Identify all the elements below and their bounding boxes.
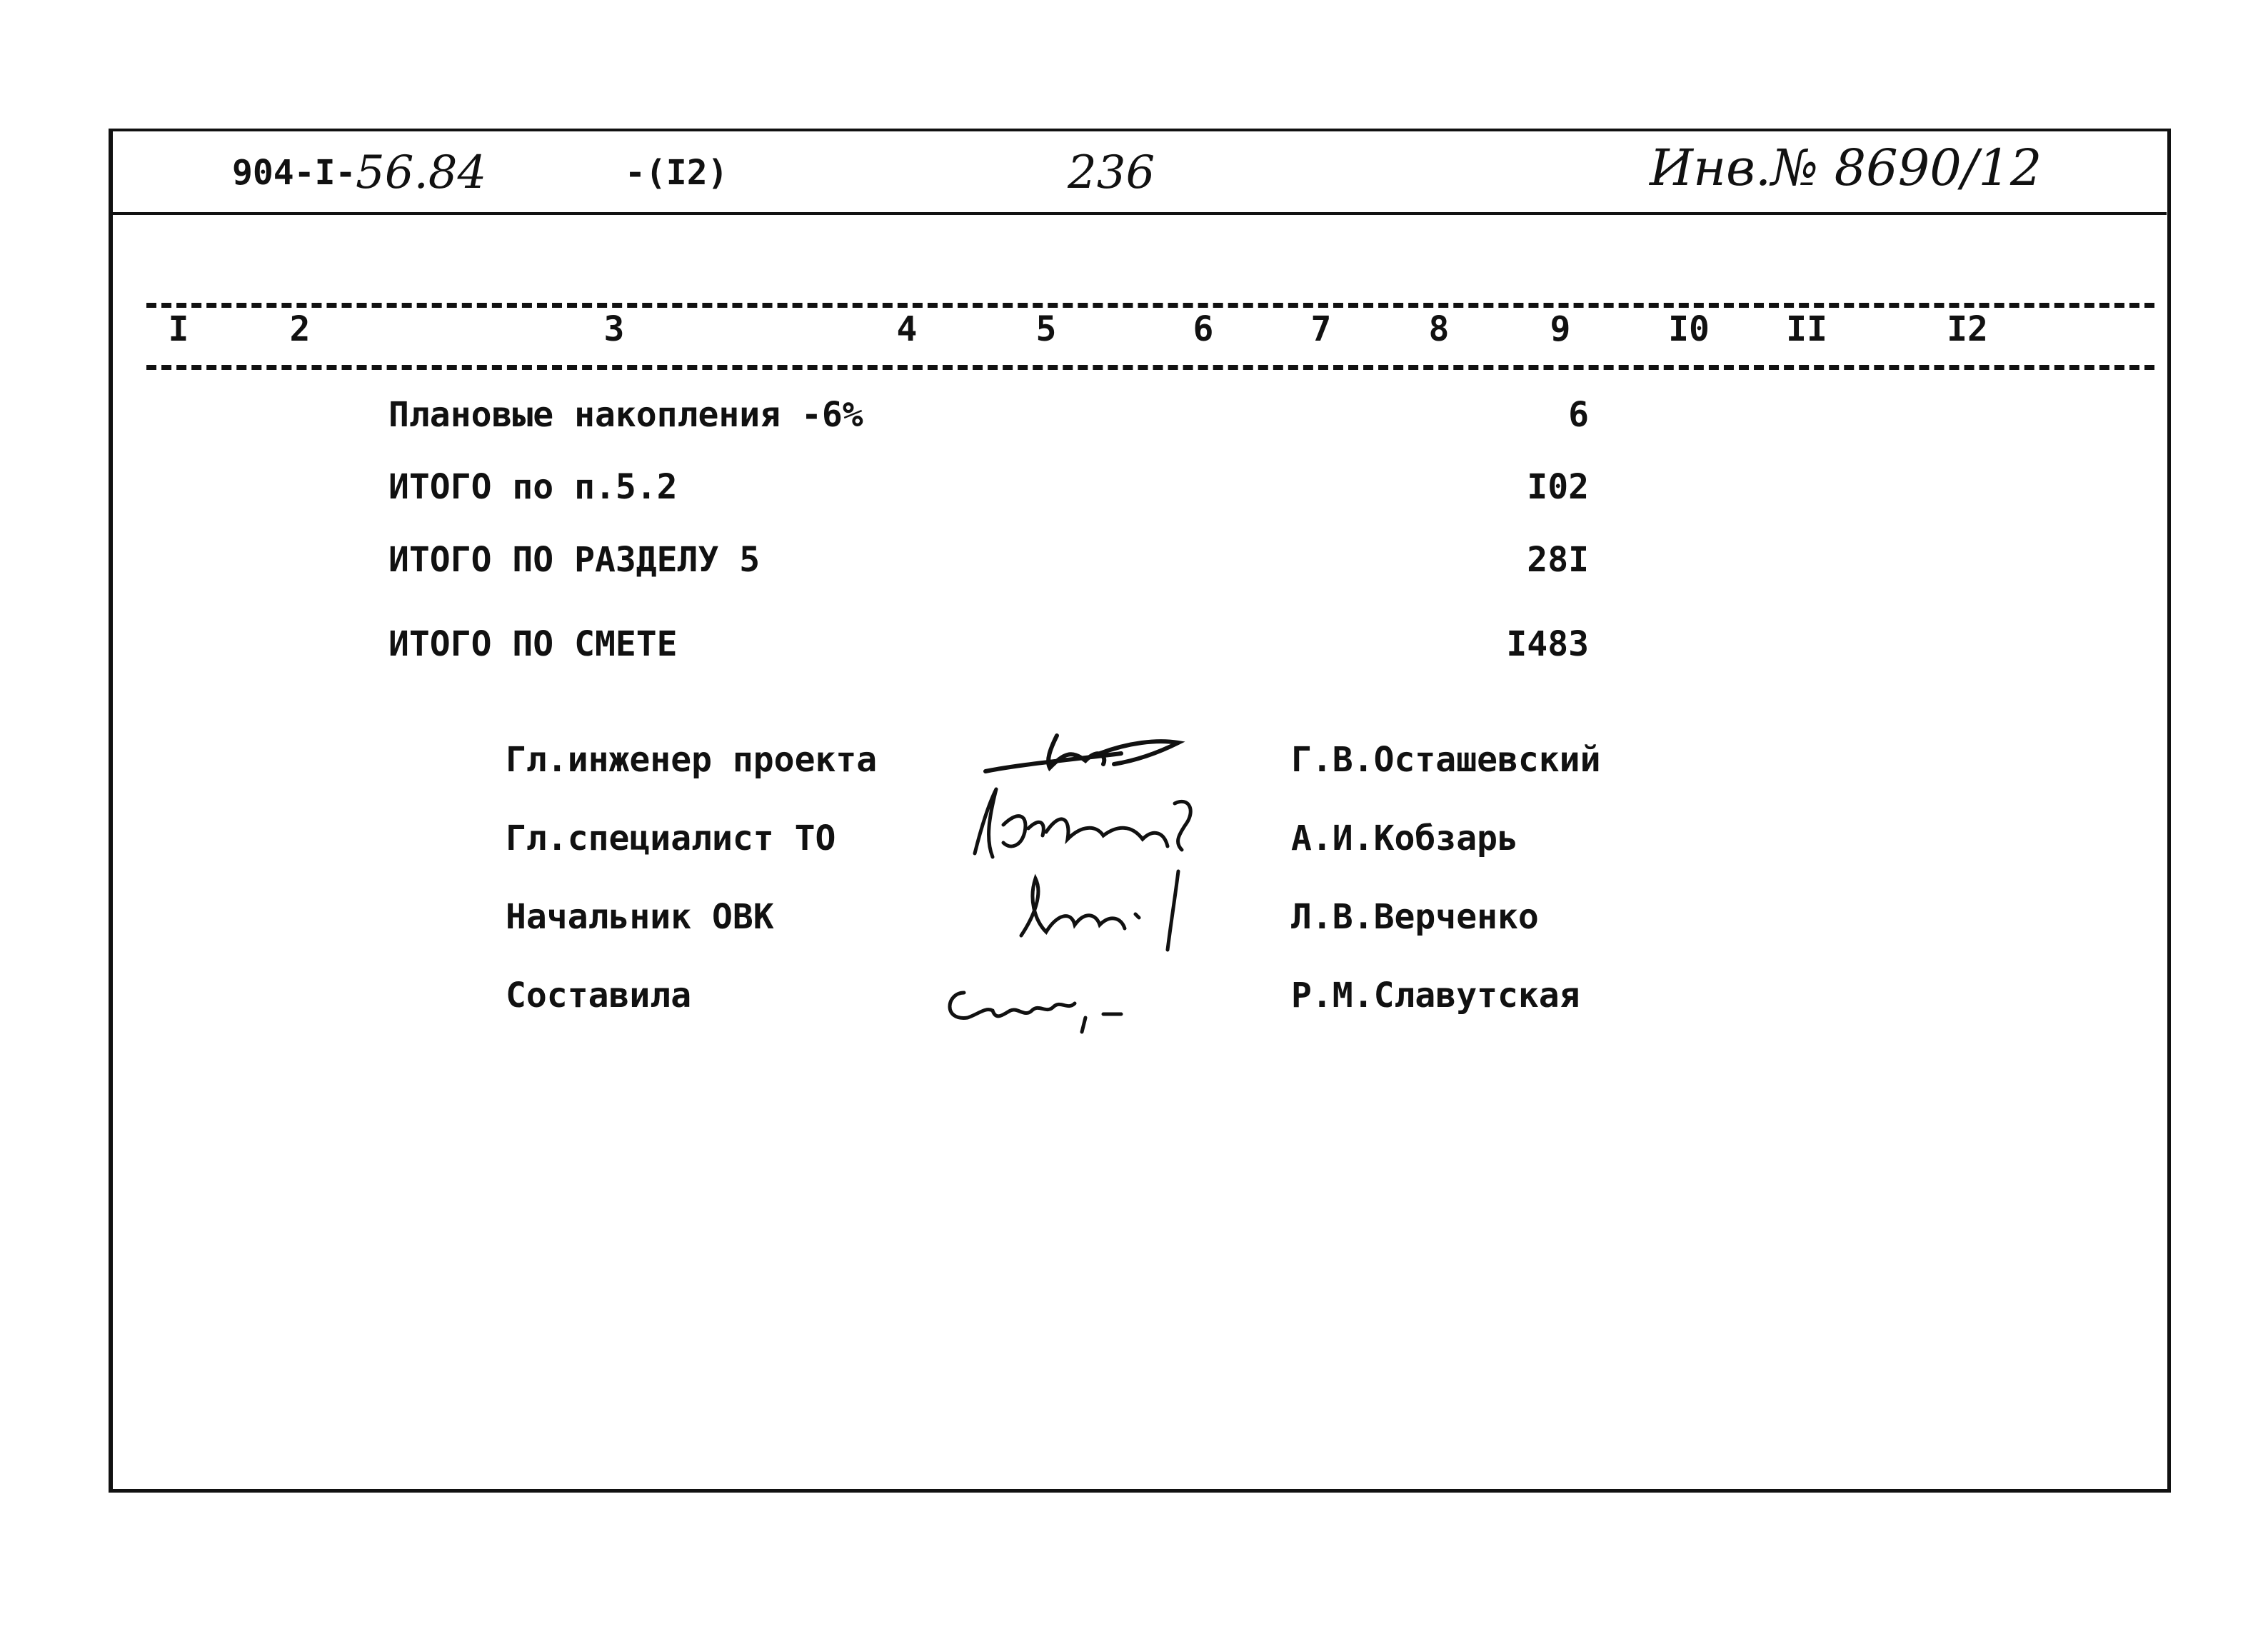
col-header-1: I — [168, 309, 189, 349]
col-header-5: 5 — [1035, 309, 1057, 349]
col-header-6: 6 — [1193, 309, 1214, 349]
col-header-10: I0 — [1668, 309, 1710, 349]
doc-code: 904-I- — [232, 153, 356, 193]
signatory-name-4: Р.М.Славутская — [1291, 976, 1580, 1016]
column-header-bottom-rule — [146, 365, 2154, 370]
col-header-8: 8 — [1428, 309, 1450, 349]
col-header-11: II — [1786, 309, 1827, 349]
signatory-position-4: Составила — [506, 976, 692, 1016]
col-header-12: I2 — [1947, 309, 1988, 349]
column-header-top-rule — [146, 303, 2154, 308]
col-header-7: 7 — [1310, 309, 1332, 349]
signature-2-icon — [960, 782, 1218, 868]
row-value-total-section-5: 28I — [1527, 540, 1589, 580]
row-label-total-estimate: ИТОГО ПО СМЕТЕ — [388, 624, 678, 664]
signatory-name-2: А.И.Кобзарь — [1291, 818, 1518, 858]
header-divider — [113, 212, 2167, 215]
row-label-planned-savings: Плановые накопления -6% — [388, 395, 863, 435]
signatory-name-3: Л.В.Верченко — [1291, 897, 1539, 937]
signatory-name-1: Г.В.Осташевский — [1291, 740, 1601, 780]
signature-1-icon — [978, 721, 1200, 778]
row-value-total-5-2: I02 — [1527, 467, 1589, 507]
row-value-total-estimate: I483 — [1506, 624, 1589, 664]
signature-4-icon — [935, 971, 1135, 1036]
doc-code-handwritten: 56.84 — [356, 146, 487, 199]
signatory-position-2: Гл.специалист ТО — [506, 818, 836, 858]
row-label-total-5-2: ИТОГО по п.5.2 — [388, 467, 678, 507]
signature-3-icon — [1007, 864, 1193, 957]
sheet-suffix: -(I2) — [625, 153, 728, 193]
inventory-number: Инв.№ 8690/12 — [1650, 139, 2042, 197]
signatory-position-3: Начальник ОВК — [506, 897, 774, 937]
page-number: 236 — [1068, 146, 1155, 199]
col-header-3: 3 — [603, 309, 625, 349]
col-header-4: 4 — [896, 309, 918, 349]
row-value-planned-savings: 6 — [1568, 395, 1589, 435]
signatory-position-1: Гл.инженер проекта — [506, 740, 878, 780]
row-label-total-section-5: ИТОГО ПО РАЗДЕЛУ 5 — [388, 540, 761, 580]
col-header-2: 2 — [289, 309, 311, 349]
col-header-9: 9 — [1550, 309, 1571, 349]
